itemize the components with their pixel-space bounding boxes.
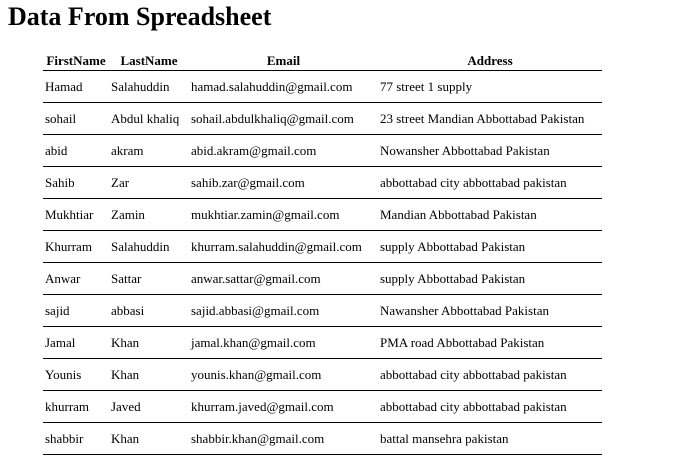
table-row	[43, 263, 602, 295]
column-header-email: Email	[189, 52, 378, 71]
cell-email: shabbir.khan@gmail.com	[189, 423, 378, 455]
cell-lastname: Khan	[109, 423, 189, 455]
page-title: Data From Spreadsheet	[8, 2, 272, 31]
table-row	[43, 71, 602, 103]
cell-lastname: abbasi	[109, 295, 189, 327]
cell-lastname: Salahuddin	[109, 71, 189, 103]
cell-address: Nawansher Abbottabad Pakistan	[378, 295, 602, 327]
table-row	[43, 199, 602, 231]
cell-address: abbottabad city abbottabad pakistan	[378, 359, 602, 391]
cell-firstname: shabbir	[43, 423, 109, 455]
cell-address: abbottabad city abbottabad pakistan	[378, 391, 602, 423]
column-header-firstname: FirstName	[43, 52, 109, 71]
cell-lastname: Zamin	[109, 199, 189, 231]
cell-email: younis.khan@gmail.com	[189, 359, 378, 391]
cell-address: supply Abbottabad Pakistan	[378, 231, 602, 263]
cell-firstname: Sahib	[43, 167, 109, 199]
table-row	[43, 135, 602, 167]
cell-email: sajid.abbasi@gmail.com	[189, 295, 378, 327]
cell-email: mukhtiar.zamin@gmail.com	[189, 199, 378, 231]
column-header-address: Address	[378, 52, 602, 71]
table-row	[43, 167, 602, 199]
spreadsheet-table	[43, 52, 602, 455]
cell-lastname: Zar	[109, 167, 189, 199]
table-row	[43, 103, 602, 135]
cell-email: hamad.salahuddin@gmail.com	[189, 71, 378, 103]
cell-email: anwar.sattar@gmail.com	[189, 263, 378, 295]
cell-lastname: akram	[109, 135, 189, 167]
cell-firstname: Younis	[43, 359, 109, 391]
cell-lastname: Khan	[109, 359, 189, 391]
cell-lastname: Khan	[109, 327, 189, 359]
table-row	[43, 327, 602, 359]
column-header-lastname: LastName	[109, 52, 189, 71]
cell-firstname: sajid	[43, 295, 109, 327]
table-header	[43, 52, 602, 71]
table-body	[43, 71, 602, 455]
cell-firstname: abid	[43, 135, 109, 167]
cell-email: abid.akram@gmail.com	[189, 135, 378, 167]
cell-email: jamal.khan@gmail.com	[189, 327, 378, 359]
cell-address: Mandian Abbottabad Pakistan	[378, 199, 602, 231]
cell-address: supply Abbottabad Pakistan	[378, 263, 602, 295]
cell-email: sahib.zar@gmail.com	[189, 167, 378, 199]
cell-firstname: Hamad	[43, 71, 109, 103]
cell-lastname: Sattar	[109, 263, 189, 295]
table-row	[43, 359, 602, 391]
header-row	[43, 52, 602, 71]
cell-lastname: Abdul khaliq	[109, 103, 189, 135]
cell-email: khurram.javed@gmail.com	[189, 391, 378, 423]
cell-firstname: Khurram	[43, 231, 109, 263]
cell-address: battal mansehra pakistan	[378, 423, 602, 455]
cell-lastname: Javed	[109, 391, 189, 423]
table-row	[43, 295, 602, 327]
cell-address: 23 street Mandian Abbottabad Pakistan	[378, 103, 602, 135]
cell-address: abbottabad city abbottabad pakistan	[378, 167, 602, 199]
table-row	[43, 391, 602, 423]
cell-firstname: sohail	[43, 103, 109, 135]
cell-address: Nowansher Abbottabad Pakistan	[378, 135, 602, 167]
cell-email: khurram.salahuddin@gmail.com	[189, 231, 378, 263]
cell-lastname: Salahuddin	[109, 231, 189, 263]
cell-firstname: khurram	[43, 391, 109, 423]
table-row	[43, 423, 602, 455]
cell-firstname: Mukhtiar	[43, 199, 109, 231]
cell-email: sohail.abdulkhaliq@gmail.com	[189, 103, 378, 135]
cell-firstname: Anwar	[43, 263, 109, 295]
cell-address: PMA road Abbottabad Pakistan	[378, 327, 602, 359]
table-row	[43, 231, 602, 263]
cell-firstname: Jamal	[43, 327, 109, 359]
cell-address: 77 street 1 supply	[378, 71, 602, 103]
